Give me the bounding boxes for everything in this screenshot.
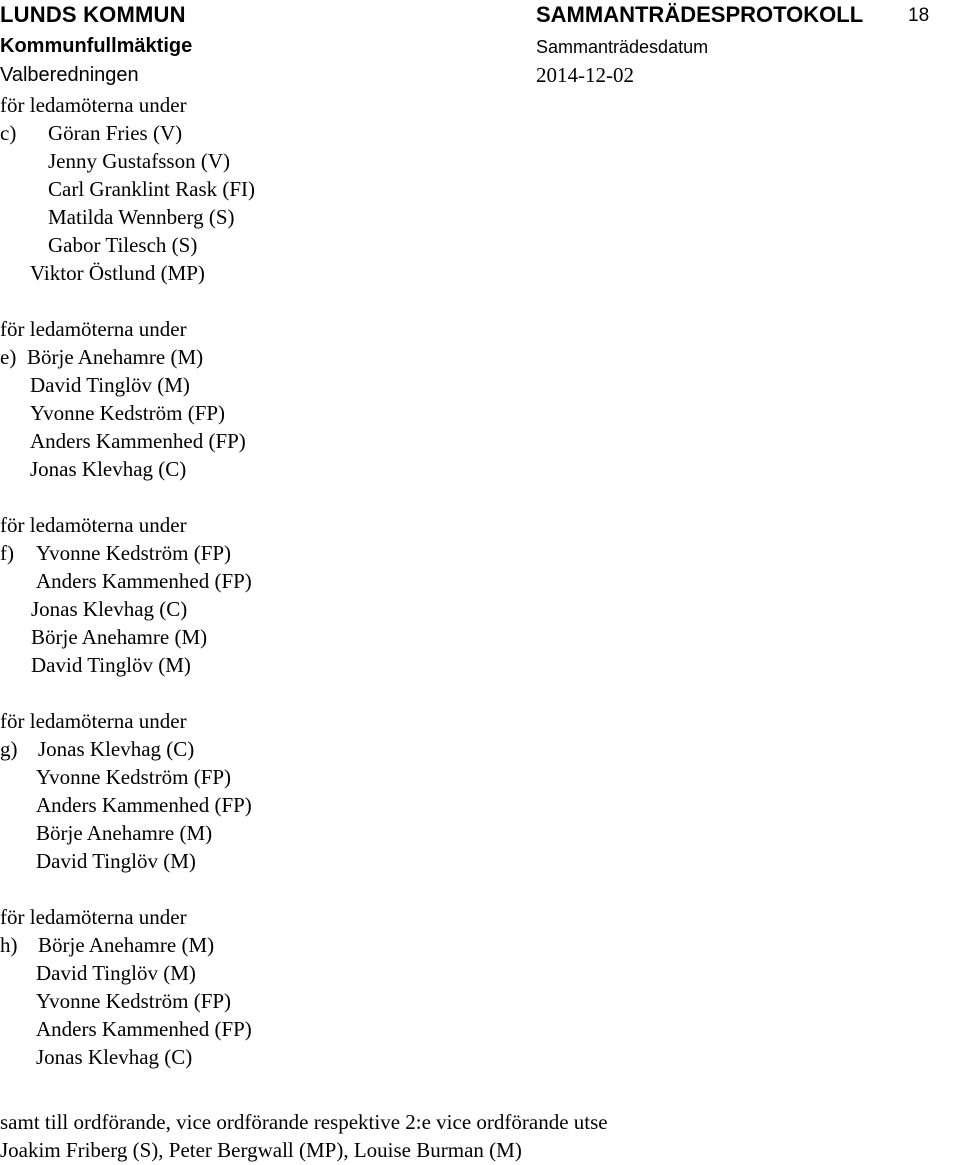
section-g [0, 707, 960, 875]
member-name: Yvonne Kedström (FP) [36, 765, 232, 789]
member-name: Anders Kammenhed (FP) [36, 793, 252, 817]
document-type: SAMMANTRÄDESPROTOKOLL [536, 2, 864, 27]
member-name: Jonas Klevhag (C) [36, 1045, 193, 1069]
member-name: Jenny Gustafsson (V) [48, 149, 230, 173]
member-name: Anders Kammenhed (FP) [36, 569, 252, 593]
organization-name: LUNDS KOMMUN [0, 2, 186, 27]
spacer [0, 679, 960, 707]
section-intro: för ledamöterna under [0, 317, 187, 341]
closing-text [0, 1108, 608, 1164]
section-first-line [0, 931, 960, 959]
member-name: David Tinglöv (M) [31, 653, 191, 677]
meeting-date-label: Sammanträdesdatum [536, 37, 709, 57]
member-name: Gabor Tilesch (S) [48, 233, 198, 257]
member-name: Yvonne Kedström (FP) [36, 541, 232, 565]
council-name: Kommunfullmäktige [0, 35, 193, 57]
closing-line: samt till ordförande, vice ordförande respektive 2:e vice ordförande utse [0, 1110, 608, 1134]
page-number: 18 [908, 5, 930, 26]
member-name: Jonas Klevhag (C) [38, 737, 195, 761]
member-name: Jonas Klevhag (C) [30, 457, 187, 481]
section-f [0, 511, 960, 679]
section-first-line [0, 119, 960, 147]
section-e [0, 315, 960, 483]
member-name: Börje Anehamre (M) [31, 625, 208, 649]
spacer [0, 287, 960, 315]
committee-name: Valberedningen [0, 64, 139, 86]
member-name: David Tinglöv (M) [36, 849, 196, 873]
member-name: Jonas Klevhag (C) [31, 597, 188, 621]
section-c [0, 91, 960, 287]
member-name: David Tinglöv (M) [30, 373, 190, 397]
section-intro: för ledamöterna under [0, 709, 187, 733]
section-letter: f) [0, 541, 14, 565]
member-name: Yvonne Kedström (FP) [36, 989, 232, 1013]
section-intro: för ledamöterna under [0, 905, 187, 929]
member-name: Viktor Östlund (MP) [30, 261, 205, 285]
member-name: Börje Anehamre (M) [36, 821, 213, 845]
member-name: Göran Fries (V) [48, 121, 183, 145]
section-intro: för ledamöterna under [0, 93, 187, 117]
spacer [0, 483, 960, 511]
member-name: Börje Anehamre (M) [38, 933, 215, 957]
section-h [0, 903, 960, 1071]
section-letter: c) [0, 121, 17, 145]
section-letter: e) [0, 345, 17, 369]
member-name: Anders Kammenhed (FP) [30, 429, 246, 453]
section-first-line [0, 343, 960, 371]
section-first-line [0, 735, 960, 763]
protocol-body [0, 91, 960, 1071]
section-letter: g) [0, 737, 18, 761]
section-letter: h) [0, 933, 18, 957]
spacer [0, 875, 960, 903]
closing-line: Joakim Friberg (S), Peter Bergwall (MP), Louise Burman (M) [0, 1138, 522, 1162]
section-intro: för ledamöterna under [0, 513, 187, 537]
meeting-date-value: 2014-12-02 [536, 63, 634, 87]
member-name: Carl Granklint Rask (FI) [48, 177, 256, 201]
member-name: Matilda Wennberg (S) [48, 205, 235, 229]
section-first-line [0, 539, 960, 567]
member-name: Anders Kammenhed (FP) [36, 1017, 252, 1041]
member-name: Börje Anehamre (M) [27, 345, 204, 369]
member-name: Yvonne Kedström (FP) [30, 401, 226, 425]
member-name: David Tinglöv (M) [36, 961, 196, 985]
